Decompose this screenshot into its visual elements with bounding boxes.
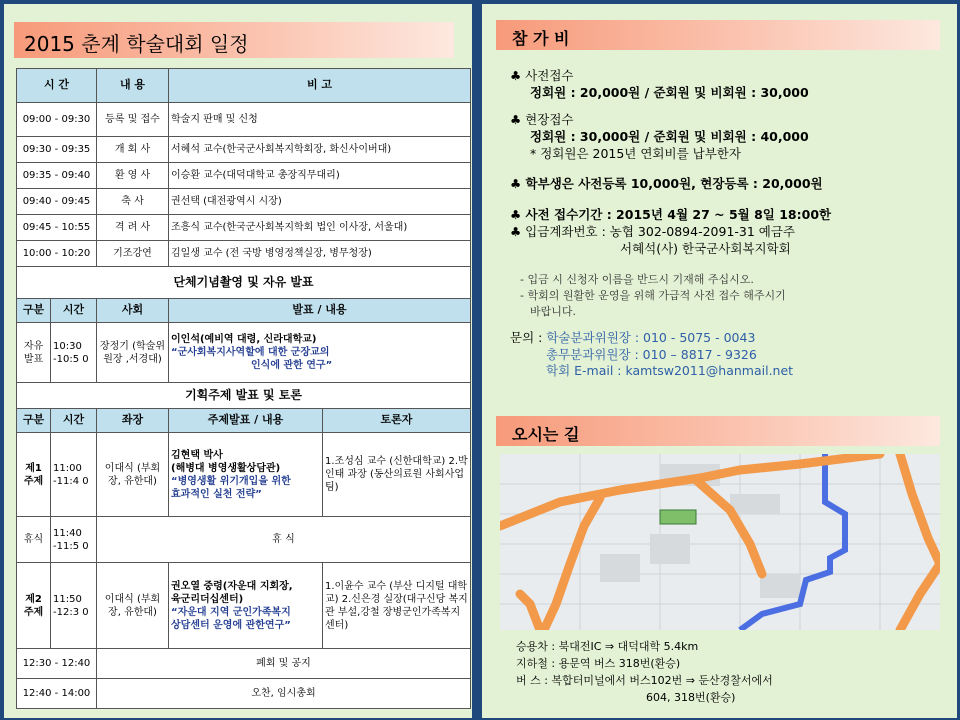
contact-label: 문의 : (510, 329, 543, 345)
header-panel: 토론자 (323, 409, 471, 433)
row-lunch: 오찬, 임시총회 (97, 679, 471, 709)
row-time: 11:50 -12:3 0 (51, 563, 97, 649)
table-row (17, 137, 471, 163)
row-content: 개 회 사 (97, 137, 169, 163)
account-holder: 서혜석(사) 한국군사회복지학회 (620, 241, 791, 256)
table-row (17, 323, 471, 383)
note-line: - 입금 시 신청자 이름을 반드시 기재해 주십시오. (520, 272, 754, 286)
row-note: 서혜석 교수(한국군사회복지학회장, 화신사이버대) (169, 137, 471, 163)
row-time: 12:30 - 12:40 (17, 649, 97, 679)
info-panel (482, 4, 957, 718)
presenter: 김현택 박사 (171, 449, 223, 461)
contact-block (510, 330, 940, 381)
onsite-note: * 정회원은 2015년 연회비를 납부한자 (530, 145, 741, 161)
presenter-affiliation: 육군리더십센터) (171, 593, 244, 605)
row-chair: 장정기 (학술위원장 ,서경대) (97, 323, 169, 383)
row-div: 휴식 (17, 517, 51, 563)
note-line: 바랍니다. (530, 304, 577, 318)
row-closing: 폐회 및 공지 (97, 649, 471, 679)
header-time: 시 간 (17, 69, 97, 103)
row-content: 격 려 사 (97, 215, 169, 241)
header-time: 시간 (51, 299, 97, 323)
directions (516, 638, 936, 706)
account-number: ♣ 입금계좌번호 : 농협 302-0894-2091-31 예금주 (510, 224, 796, 240)
row-note: 학술지 판매 및 신청 (169, 103, 471, 137)
row-content: 축 사 (97, 189, 169, 215)
row-div: 제2 주제 (17, 563, 51, 649)
fee-title: 참 가 비 (496, 20, 940, 50)
row-time: 09:40 - 09:45 (17, 189, 97, 215)
row-break: 휴 식 (97, 517, 471, 563)
direction-bus: 버 스 : 복합터미널에서 버스102번 ⇒ 둔산경찰서에서 (516, 674, 773, 688)
payment-notes (510, 272, 940, 320)
pre-registration-detail: 정회원 : 20,000원 / 준회원 및 비회원 : 30,000 (530, 84, 809, 100)
row-time: 09:35 - 09:40 (17, 163, 97, 189)
row-note: 김일생 교수 (전 국방 병영정책실장, 병무청장) (169, 241, 471, 267)
header-note: 비 고 (169, 69, 471, 103)
schedule-title: 2015 춘계 학술대회 일정 (14, 22, 454, 58)
presenter: 권오열 중령(자운대 지회장, (171, 580, 293, 592)
section-title-plan: 기획주제 발표 및 토론 (17, 383, 471, 409)
row-time: 11:40 -11:5 0 (51, 517, 97, 563)
row-div: 자유 발표 (17, 323, 51, 383)
contact-line: 학술분과위원장 : 010 - 5075 - 0043 (546, 329, 756, 345)
header-chair: 좌장 (97, 409, 169, 433)
header-content: 내 용 (97, 69, 169, 103)
location-map (500, 454, 940, 630)
row-topic (169, 323, 471, 383)
direction-bus-cont: 604, 318번(환승) (646, 691, 736, 705)
topic-line: “군사회복지사역할에 대한 군장교의 (171, 347, 330, 358)
row-time: 10:00 - 10:20 (17, 241, 97, 267)
registration-deadline: ♣ 사전 접수기간 : 2015년 4월 27 ~ 5월 8일 18:00한 (510, 207, 832, 223)
row-content: 등록 및 접수 (97, 103, 169, 137)
header-topic: 주제발표 / 내용 (169, 409, 323, 433)
row-panel: 1.조성심 교수 (신한대학교) 2.박인태 과장 (동산의료원 사회사업팀) (323, 433, 471, 517)
student-fee: ♣ 학부생은 사전등록 10,000원, 현장등록 : 20,000원 (510, 176, 823, 192)
header-chair: 사회 (97, 299, 169, 323)
row-chair: 이대식 (부회장, 유한대) (97, 563, 169, 649)
row-topic (169, 433, 323, 517)
schedule-table (16, 68, 471, 709)
onsite-registration-title: ♣ 현장접수 (510, 111, 574, 127)
row-note: 조흥식 교수(한국군사회복지학회 법인 이사장, 서울대) (169, 215, 471, 241)
presenter-affiliation: (해병대 병영생활상담관) (171, 462, 281, 474)
row-note: 이승환 교수(대덕대학교 총장직무대리) (169, 163, 471, 189)
row-content: 환 영 사 (97, 163, 169, 189)
header-div: 구분 (17, 409, 51, 433)
section-title-free: 단체기념촬영 및 자유 발표 (17, 267, 471, 299)
presenter: 이인석(예비역 대령, 신라대학교) (171, 334, 317, 345)
topic-line: 효과적인 실천 전략” (171, 488, 262, 500)
row-time: 09:00 - 09:30 (17, 103, 97, 137)
pre-registration-title: ♣ 사전접수 (510, 68, 574, 83)
table-row (17, 433, 471, 517)
contact-line: 총무분과위원장 : 010 – 8817 - 9326 (546, 346, 757, 362)
row-topic (169, 563, 323, 649)
table-row (17, 163, 471, 189)
map-graphic (500, 454, 940, 630)
row-time: 12:40 - 14:00 (17, 679, 97, 709)
topic-line: 인식에 관한 연구” (251, 360, 333, 371)
row-time: 09:30 - 09:35 (17, 137, 97, 163)
direction-car: 승용차 : 북대전IC ⇒ 대덕대학 5.4km (516, 640, 699, 653)
table-row (17, 189, 471, 215)
table-row (17, 649, 471, 679)
map-title: 오시는 길 (496, 416, 940, 446)
table-row (17, 103, 471, 137)
topic-line: “병영생활 위기개입을 위한 (171, 475, 291, 487)
header-topic: 발표 / 내용 (169, 299, 471, 323)
table-row (17, 241, 471, 267)
row-note: 권선택 (대전광역시 시장) (169, 189, 471, 215)
header-time: 시간 (51, 409, 97, 433)
table-row (17, 563, 471, 649)
row-time: 09:45 - 10:55 (17, 215, 97, 241)
fee-info (510, 68, 940, 380)
row-time: 10:30 -10:5 0 (51, 323, 97, 383)
table-row (17, 517, 471, 563)
row-panel: 1.이윤수 교수 (부산 디지털 대학교) 2.신은경 실장(대구신당 복지관 부설,강철 장병군인가족복지센터) (323, 563, 471, 649)
header-div: 구분 (17, 299, 51, 323)
direction-subway: 지하철 : 용문역 버스 318번(환승) (516, 657, 681, 671)
schedule-panel (4, 4, 472, 718)
row-content: 기조강연 (97, 241, 169, 267)
table-row (17, 679, 471, 709)
topic-line: “자운대 지역 군인가족복지 (171, 606, 291, 618)
topic-line: 상담센터 운영에 관한연구” (171, 619, 291, 631)
onsite-registration-detail: 정회원 : 30,000원 / 준회원 및 비회원 : 40,000 (530, 128, 809, 144)
contact-email[interactable]: 학회 E-mail : kamtsw2011@hanmail.net (546, 363, 794, 379)
row-div: 제1 주제 (17, 433, 51, 517)
table-row (17, 215, 471, 241)
row-chair: 이대식 (부회장, 유한대) (97, 433, 169, 517)
row-time: 11:00 -11:4 0 (51, 433, 97, 517)
note-line: - 학회의 원활한 운영을 위해 가급적 사전 접수 해주시기 (520, 288, 786, 302)
